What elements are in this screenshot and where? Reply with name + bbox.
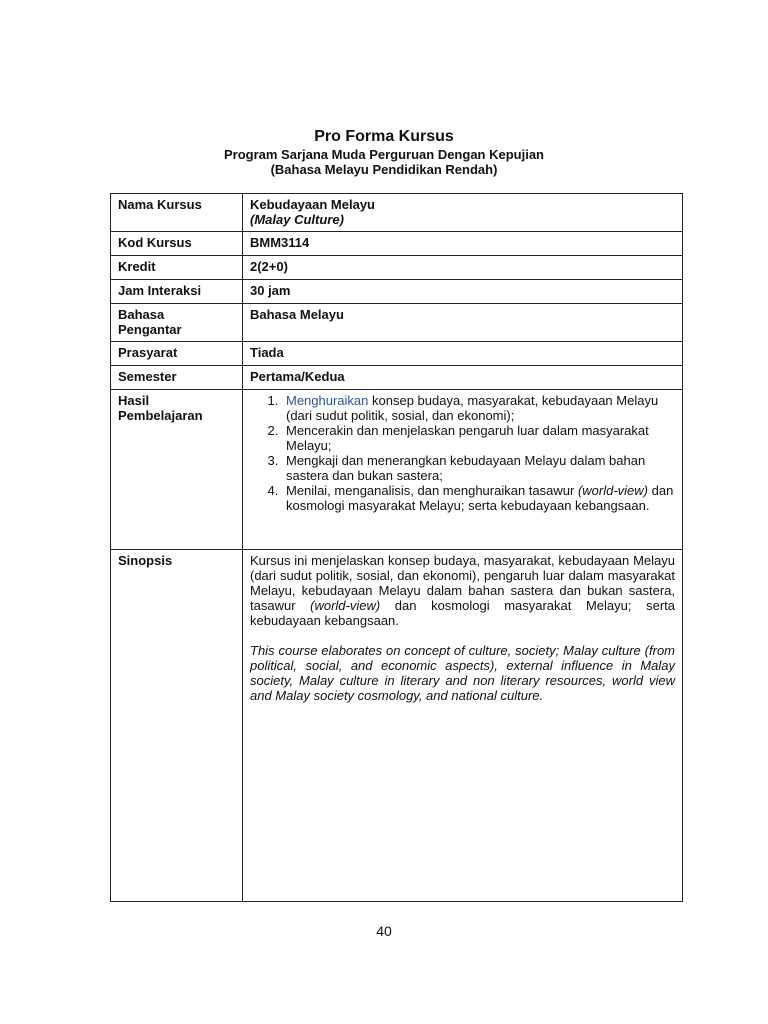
list-item (282, 453, 675, 483)
label-prasyarat: Prasyarat (111, 342, 243, 366)
label-hasil-line1: Hasil (118, 393, 150, 408)
row-bahasa-pengantar (111, 304, 683, 342)
value-sinopsis (243, 550, 683, 902)
value-hasil-pembelajaran (243, 390, 683, 550)
value-bahasa-pengantar: Bahasa Melayu (243, 304, 683, 342)
label-bahasa-line2: Pengantar (118, 322, 182, 337)
row-kredit (111, 256, 683, 280)
list-item (282, 423, 675, 453)
label-jam-interaksi: Jam Interaksi (111, 280, 243, 304)
label-kredit: Kredit (111, 256, 243, 280)
row-semester (111, 366, 683, 390)
program-subtitle: Program Sarjana Muda Perguruan Dengan Kepujian (223, 147, 544, 162)
synopsis-malay-after: dan kosmologi masyarakat Melayu; serta kebudayaan kebangsaan. (250, 598, 675, 628)
page-title: Pro Forma Kursus (314, 128, 454, 145)
value-jam-interaksi: 30 jam (243, 280, 683, 304)
label-semester: Semester (111, 366, 243, 390)
label-kod-kursus: Kod Kursus (111, 232, 243, 256)
row-kod-kursus (111, 232, 683, 256)
course-name-malay: Kebudayaan Melayu (250, 197, 375, 212)
learning-outcomes-list (250, 393, 675, 513)
label-nama-kursus: Nama Kursus (111, 194, 243, 232)
value-semester: Pertama/Kedua (243, 366, 683, 390)
label-hasil-pembelajaran (111, 390, 243, 550)
label-bahasa-pengantar (111, 304, 243, 342)
label-bahasa-line1: Bahasa (118, 307, 165, 322)
row-nama-kursus (111, 194, 683, 232)
outcome-2-text: Mencerakin dan menjelaskan pengaruh luar dalam masyarakat Melayu; (286, 423, 649, 453)
row-hasil-pembelajaran (111, 390, 683, 550)
synopsis-english: This course elaborates on concept of culture, society; Malay culture (from political, social, and economic aspects), external influence in Malay society, Malay culture in literary and non literary resources, world view and Malay society cosmology, and national culture. (250, 643, 675, 703)
outcome-1-highlight: Menghuraikan (286, 393, 369, 408)
outcome-4-italic: (world-view) (577, 483, 648, 498)
course-name-english: (Malay Culture) (250, 212, 344, 227)
value-kod-kursus: BMM3114 (243, 232, 683, 256)
label-hasil-line2: Pembelajaran (118, 408, 203, 423)
label-sinopsis: Sinopsis (111, 550, 243, 902)
outcome-1-text: konsep budaya, masyarakat, kebudayaan Melayu (dari sudut politik, sosial, dan ekonomi); (286, 393, 659, 423)
synopsis-malay-before: Kursus ini menjelaskan konsep budaya, masyarakat, kebudayaan Melayu (dari sudut politik, sosial, dan ekonomi), pengaruh luar dalam masyarakat Melayu, kebudayaan Melayu dalam bahan sastera dan bukan sastera, tasawur (250, 553, 675, 613)
row-sinopsis (111, 550, 683, 902)
outcome-4-text-after: dan kosmologi masyarakat Melayu; serta kebudayaan kebangsaan. (286, 483, 674, 513)
list-item (282, 393, 675, 423)
value-prasyarat: Tiada (243, 342, 683, 366)
outcome-4-text-before: Menilai, menganalisis, dan menghuraikan tasawur (286, 483, 578, 498)
synopsis-malay-italic: (world-view) (310, 598, 381, 613)
row-jam-interaksi (111, 280, 683, 304)
list-item (282, 483, 675, 513)
synopsis-malay (250, 553, 675, 628)
value-nama-kursus (243, 194, 683, 232)
course-proforma-table (110, 193, 683, 902)
page-number: 40 (376, 923, 392, 939)
row-prasyarat (111, 342, 683, 366)
program-specialization: (Bahasa Melayu Pendidikan Rendah) (270, 162, 498, 177)
outcome-3-text: Mengkaji dan menerangkan kebudayaan Melayu dalam bahan sastera dan bukan sastera; (286, 453, 646, 483)
value-kredit: 2(2+0) (243, 256, 683, 280)
